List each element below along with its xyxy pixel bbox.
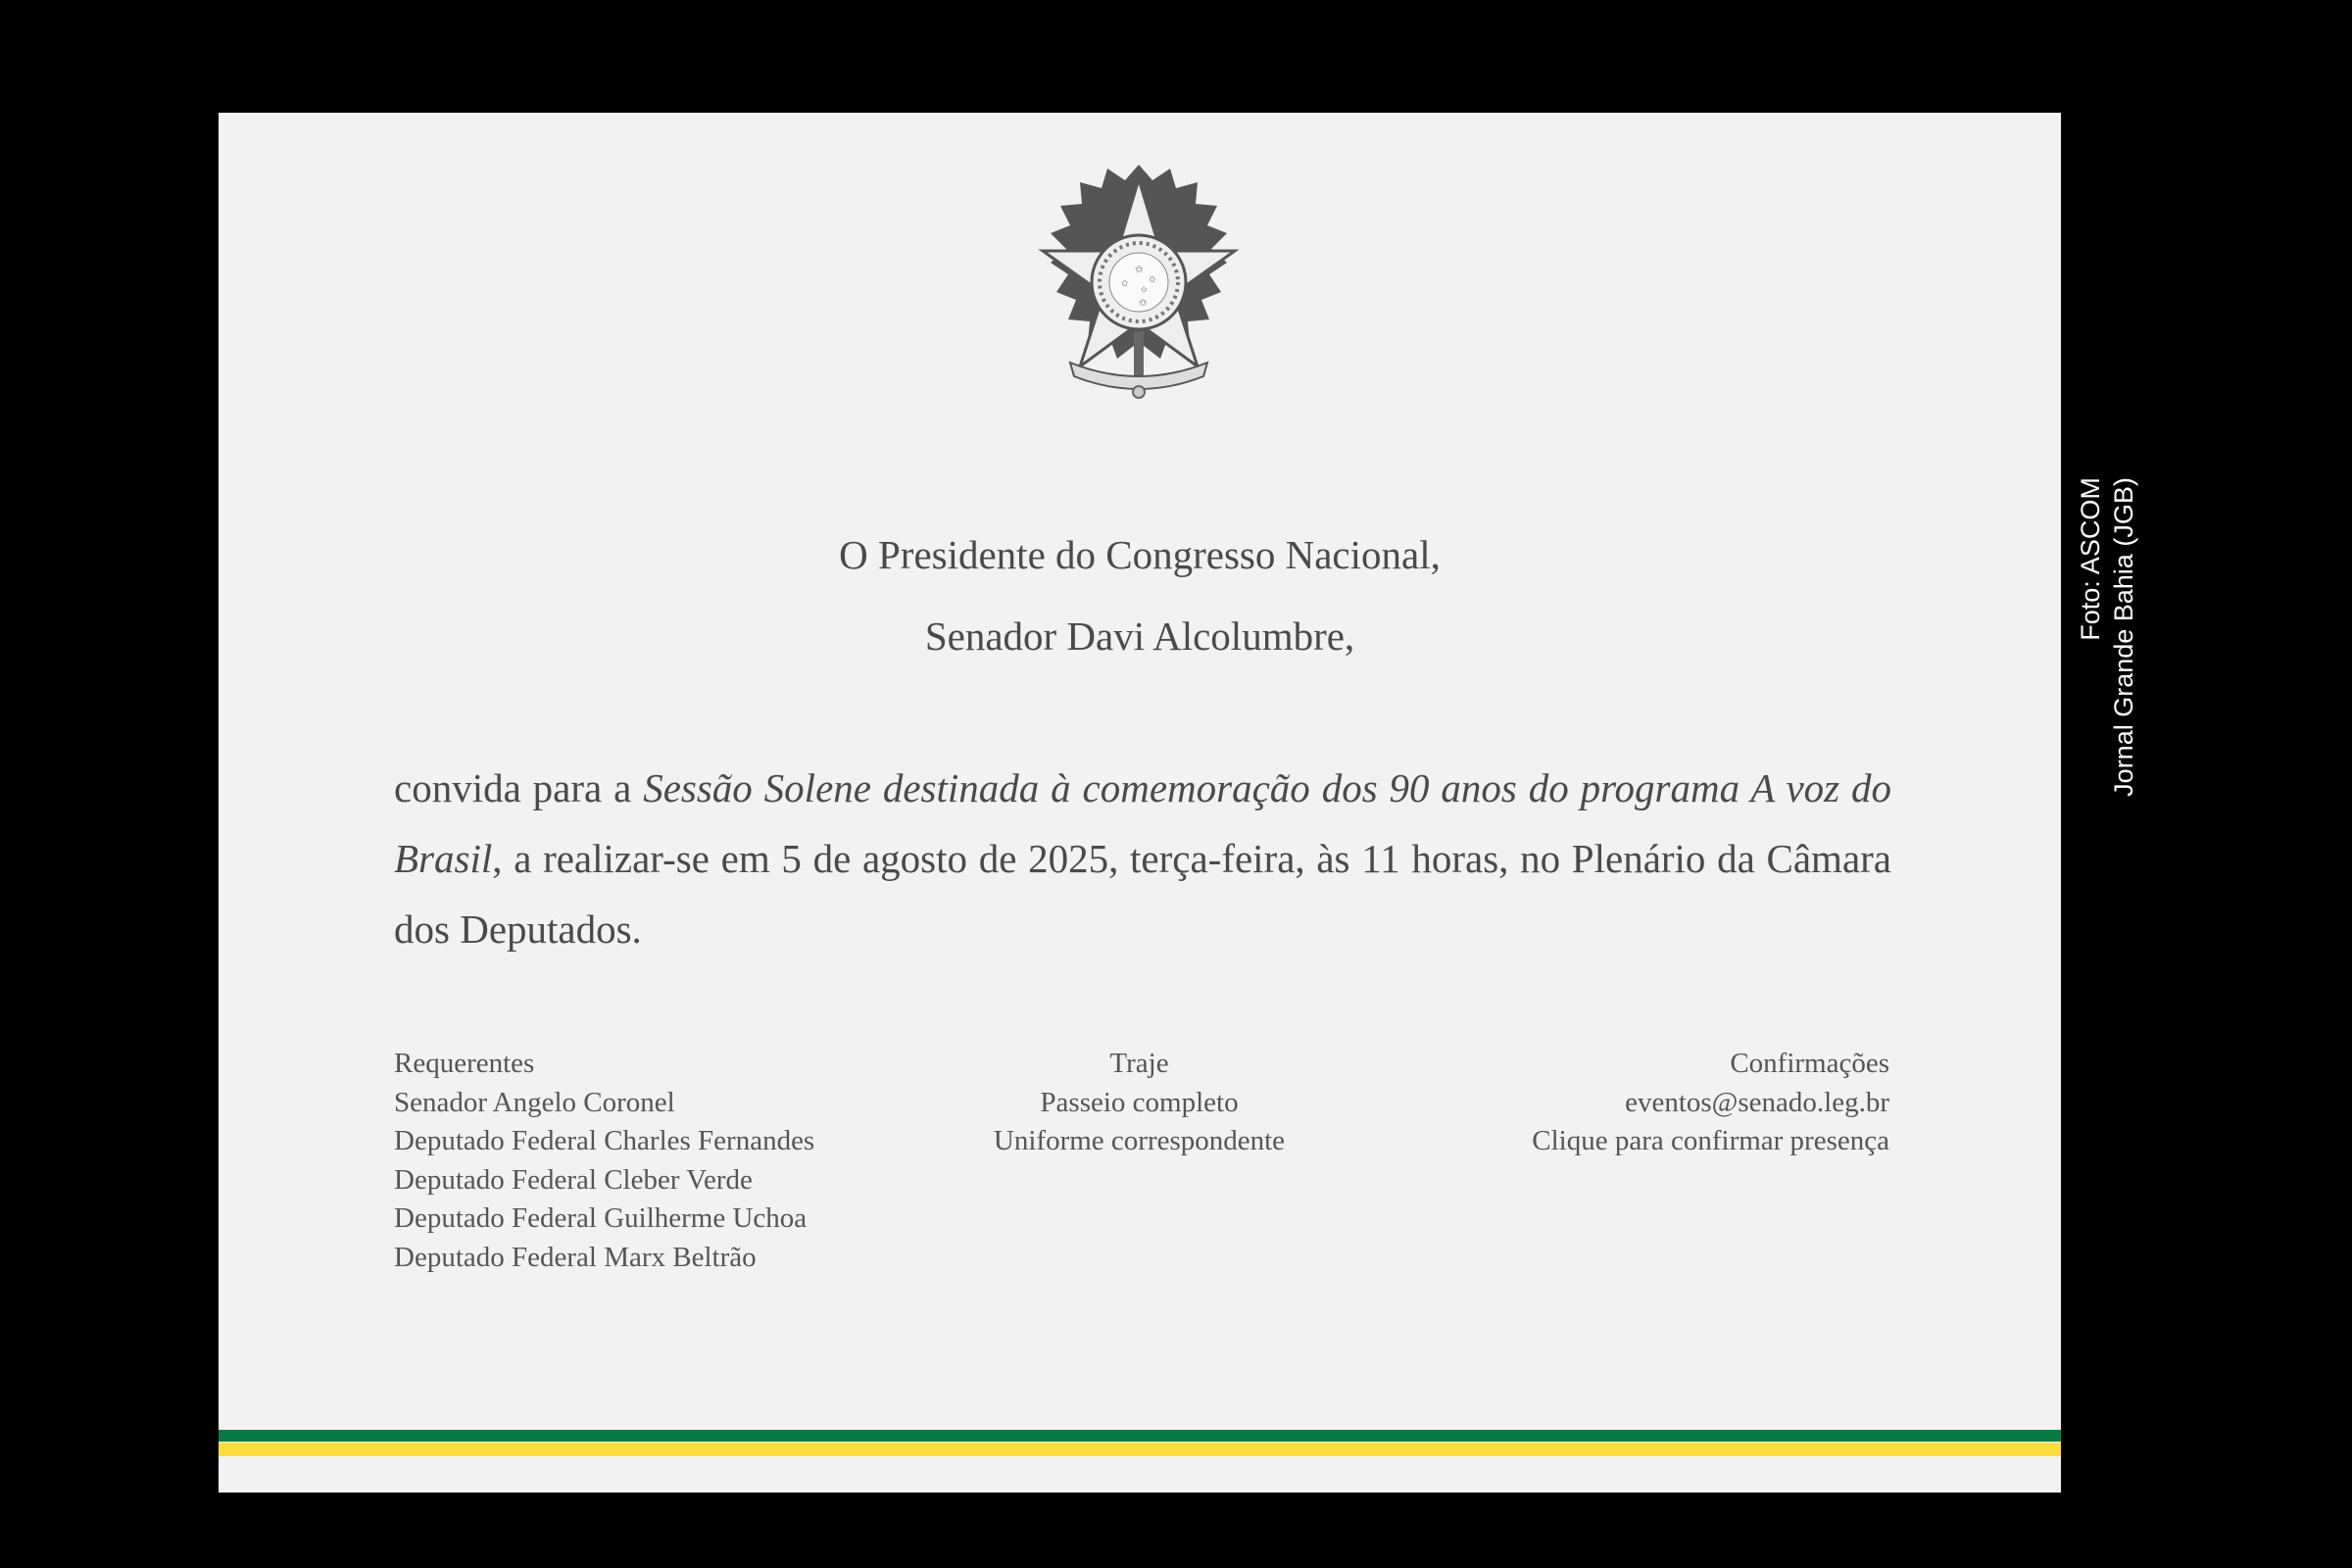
svg-text:✩: ✩ [1149,274,1156,284]
body-event-title: Sessão Solene destinada à comemoração dos 90 anos do programa A voz do Brasil [394,765,1891,881]
body-details: , a realizar-se em 5 de agosto de 2025, terça-feira, às 11 horas, no Plenário da Câmara dos Deputados. [394,836,1891,952]
credit-line-2: Jornal Grande Bahia (JGB) [2109,477,2138,797]
confirmacoes-column [1401,1045,1889,1161]
body-intro: convida para a [394,765,644,810]
requerente-item: Deputado Federal Guilherme Uchoa [394,1202,808,1234]
requerente-item: Deputado Federal Marx Beltrão [394,1241,757,1273]
confirmacoes-email-link[interactable]: eventos@senado.leg.br [1625,1086,1889,1118]
requerente-item: Senador Angelo Coronel [394,1086,675,1118]
credit-line-1: Foto: ASCOM [2076,477,2105,641]
requerentes-column [394,1045,814,1277]
confirmacoes-title: Confirmações [1730,1048,1889,1079]
green-stripe [219,1430,2061,1442]
heading-president: O Presidente do Congresso Nacional, [839,532,1441,577]
svg-text:✩: ✩ [1135,265,1144,275]
traje-item: Uniforme correspondente [993,1125,1286,1156]
requerente-item: Deputado Federal Cleber Verde [394,1163,753,1196]
traje-item: Passeio completo [1040,1086,1239,1118]
heading-senator-name: Senador Davi Alcolumbre, [924,613,1355,659]
requerentes-title: Requerentes [394,1048,535,1079]
confirm-presence-link[interactable]: Clique para confirmar presença [1532,1125,1889,1156]
yellow-stripe [219,1443,2061,1456]
svg-text:✩: ✩ [1139,298,1148,309]
traje-column [921,1045,1357,1161]
photo-credit [2068,461,2146,813]
svg-text:✩: ✩ [1121,278,1129,288]
svg-text:✩: ✩ [1141,285,1148,294]
coat-of-arms-icon [1009,157,1269,441]
requerente-item: Deputado Federal Charles Fernandes [394,1125,815,1156]
traje-title: Traje [1109,1048,1169,1079]
invitation-body [394,753,1891,964]
